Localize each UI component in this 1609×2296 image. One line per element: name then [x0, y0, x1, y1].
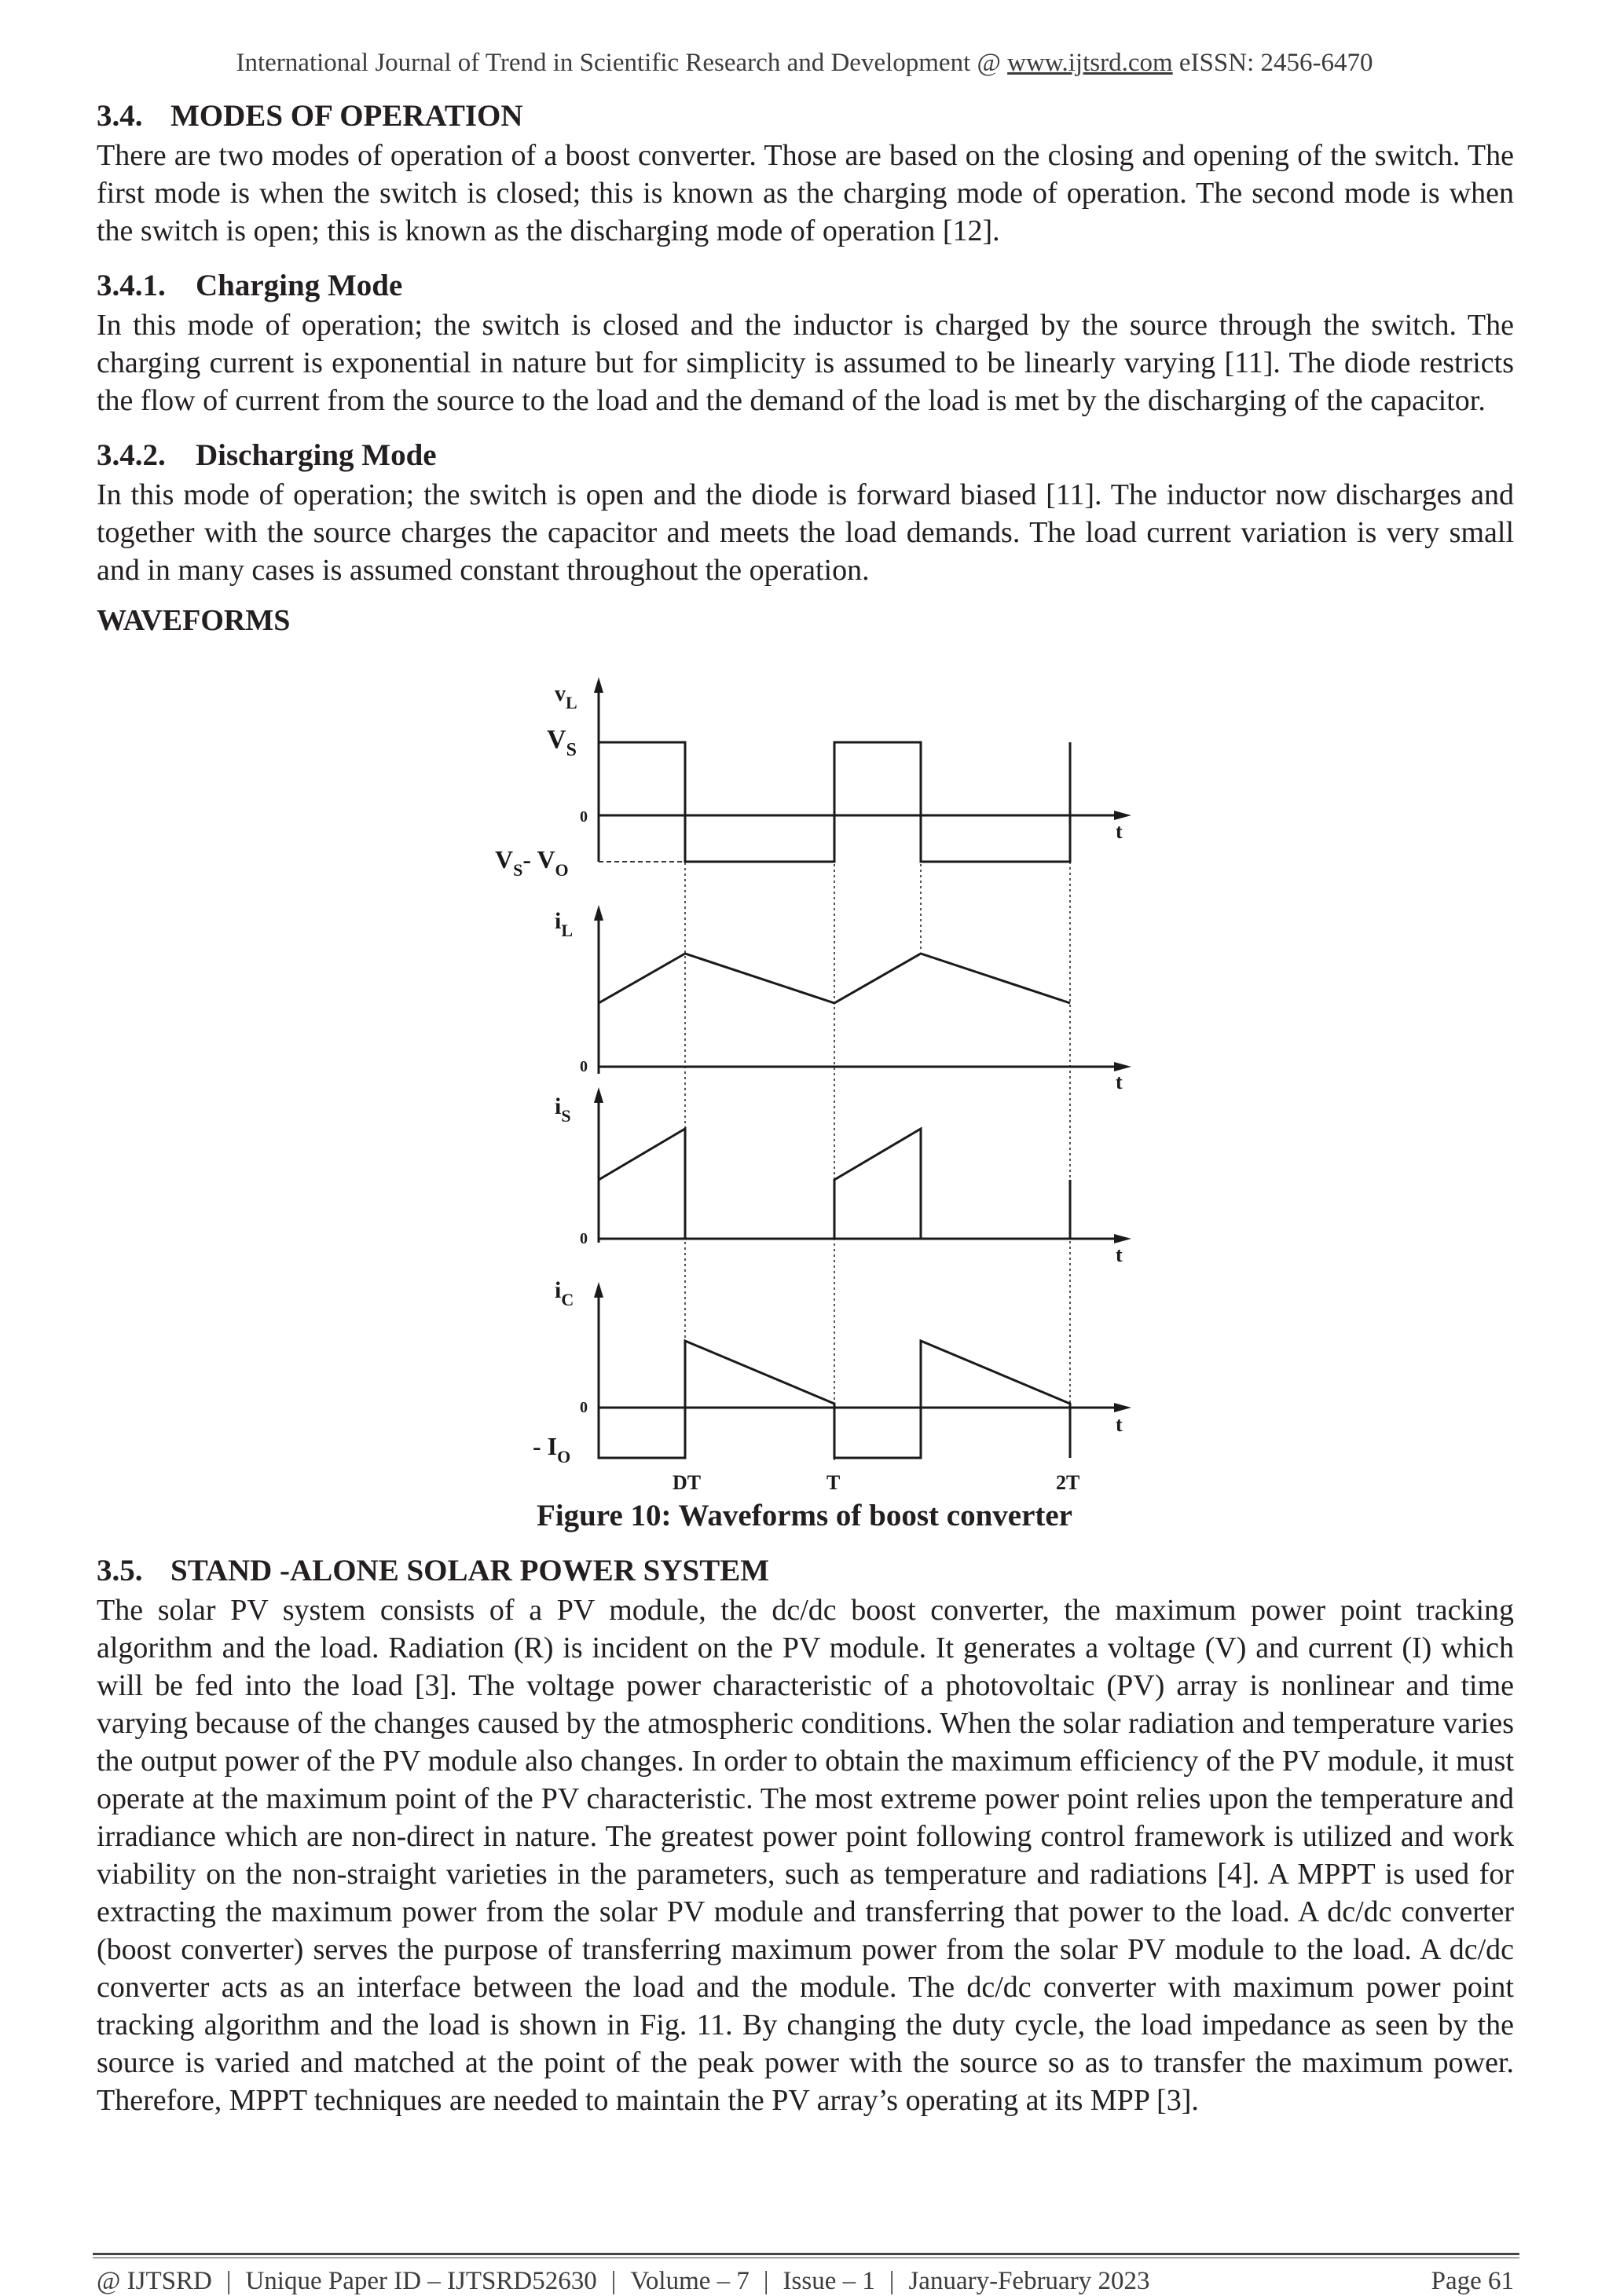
is-label: $i_S$ — [555, 1093, 571, 1126]
footer-separator: | — [610, 2267, 617, 2295]
figure-caption: Figure 10: Waveforms of boost converter — [537, 1499, 1072, 1532]
vs-label: $V_S$ — [547, 725, 577, 760]
is-time-arrow — [1114, 1234, 1131, 1243]
section-number: 3.5. — [97, 1554, 143, 1587]
footer-rule — [93, 2253, 1519, 2255]
footer-separator: | — [889, 2267, 895, 2295]
section-body-3-4-2: In this mode of operation; the switch is open and the diode is forward biased [11]. The inductor now discharges and together with the source charges the capacitor and meets the load demands. The load current variation is very small and in many cases is assumed constant throughout the operation. — [97, 478, 1514, 587]
vl-t-label: t — [1116, 820, 1123, 843]
ic-axis-arrow — [594, 1282, 603, 1298]
ic-t-label: t — [1116, 1413, 1123, 1436]
journal-issn: eISSN: 2456-6470 — [1172, 49, 1373, 77]
section-body-3-4: There are two modes of operation of a boost converter. Those are based on the closing and opening of the switch. The first mode is when the switch is closed; this is known as the charging mode of operation. The second mode is when the switch is open; this is known as the discharging mode of operation [12]. — [97, 139, 1514, 247]
is-zero-label: 0 — [580, 1230, 588, 1247]
neg-io-label: - $I_O$ — [533, 1432, 571, 1467]
vl-label: $v_L$ — [555, 682, 577, 712]
section-title: Charging Mode — [196, 269, 403, 302]
footer-page-number: Page 61 — [1431, 2267, 1514, 2295]
il-label: $i_L$ — [555, 908, 574, 940]
footer-paper-id: Unique Paper ID – IJTSRD52630 — [245, 2267, 597, 2295]
footer-issue: Issue – 1 — [783, 2267, 875, 2295]
dt-tick-label: DT — [673, 1471, 702, 1494]
section-heading-3-4-2 — [97, 435, 1514, 476]
section-heading-3-4-1 — [97, 265, 1514, 306]
vl-time-arrow — [1114, 811, 1131, 820]
vl-axis-arrow — [594, 677, 603, 693]
is-t-label: t — [1116, 1243, 1123, 1266]
section-body-3-5: The solar PV system consists of a PV module, the dc/dc boost converter, the maximum power point tracking algorithm and the load. Radiation (R) is incident on the PV module. It generates a voltage (V) and current (I) which will be fed into the load [3]. The voltage power characteristic of a photovoltaic (PV) array is nonlinear and time varying because of the changes caused by the atmospheric conditions. When the solar radiation and temperature varies the output power of the PV module also changes. In order to obtain the maximum efficiency of the PV module, it must operate at the maximum point of the PV characteristic. The most extreme power point relies upon the temperature and irradiance which are non-direct in nature. The greatest power point following control framework is utilized and work viability on the non-straight varieties in the parameters, such as temperature and radiations [4]. A MPPT is used for extracting the maximum power from the solar PV module and transferring that power to the load. A dc/dc converter (boost converter) serves the purpose of transferring maximum power from the solar PV module to the load. A dc/dc converter acts as an interface between the load and the module. The dc/dc converter with maximum power point tracking algorithm and the load is shown in Fig. 11. By changing the duty cycle, the load impedance as seen by the source is varied and matched at the point of the peak power with the source so as to transfer the maximum power. Therefore, MPPT techniques are needed to maintain the PV array’s operating at its MPP [3]. — [97, 1594, 1514, 2117]
is-axis-arrow — [594, 1087, 603, 1103]
section-title: MODES OF OPERATION — [170, 99, 523, 133]
page-footer — [97, 2267, 1514, 2296]
journal-url-link[interactable]: www.ijtsrd.com — [1007, 49, 1173, 77]
section-number: 3.4.2. — [97, 438, 166, 472]
il-zero-label: 0 — [580, 1058, 588, 1075]
section-number: 3.4. — [97, 99, 143, 133]
section-number: 3.4.1. — [97, 269, 166, 302]
waveforms-heading: WAVEFORMS — [97, 604, 291, 637]
section-title: STAND -ALONE SOLAR POWER SYSTEM — [170, 1554, 770, 1587]
section-body-3-4-1: In this mode of operation; the switch is closed and the inductor is charged by the source through the switch. The charging current is exponential in nature but for simplicity is assumed to be linearly varying [11]. The diode restricts the flow of current from the source to the load and the demand of the load is met by the discharging of the capacitor. — [97, 309, 1514, 417]
waveform-figure — [471, 669, 1147, 1503]
t-tick-label: T — [826, 1471, 841, 1494]
vs-vo-label: $V_S-$ $V_O$ — [495, 845, 569, 880]
ic-zero-label: 0 — [580, 1399, 588, 1416]
page-header — [0, 49, 1609, 78]
il-waveform — [599, 954, 1070, 1003]
2t-tick-label: 2T — [1056, 1471, 1080, 1494]
section-3-5 — [97, 1551, 1514, 2119]
footer-separator: | — [763, 2267, 769, 2295]
ic-label: $i_C$ — [555, 1277, 574, 1309]
main-content — [97, 96, 1514, 639]
waveform-diagram — [471, 669, 1147, 1503]
il-axis-arrow — [594, 905, 603, 921]
section-title: Discharging Mode — [196, 438, 437, 472]
footer-volume: Volume – 7 — [630, 2267, 750, 2295]
il-t-label: t — [1116, 1071, 1123, 1093]
vl-waveform — [599, 742, 1070, 862]
footer-left — [97, 2267, 1149, 2296]
vl-zero-label: 0 — [580, 808, 588, 826]
ic-time-arrow — [1114, 1403, 1131, 1412]
footer-date: January-February 2023 — [908, 2267, 1150, 2295]
section-heading-3-4 — [97, 96, 1514, 137]
journal-name: International Journal of Trend in Scientific Research and Development @ — [236, 49, 1008, 77]
section-heading-3-5 — [97, 1551, 1514, 1591]
footer-org: @ IJTSRD — [97, 2267, 212, 2295]
footer-separator: | — [225, 2267, 232, 2295]
